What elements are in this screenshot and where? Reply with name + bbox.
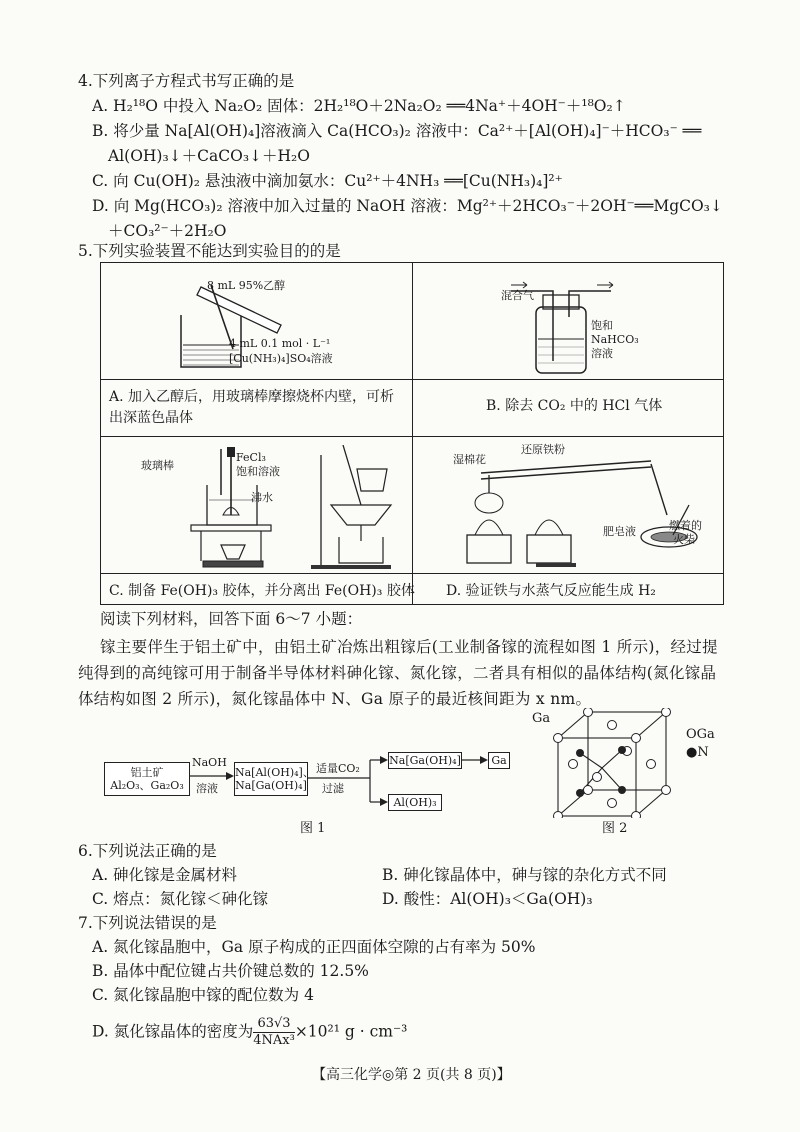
label-burning: 燃着的 (669, 519, 702, 532)
table-divider-row3 (101, 573, 723, 574)
label-glass-rod: 玻璃棒 (141, 459, 174, 472)
flow-box-ga: Ga (488, 752, 510, 769)
caption-a: A. 加入乙醇后，用玻璃棒摩擦烧杯内壁，可析出深蓝色晶体 (109, 389, 395, 426)
q6-option-a: A. 砷化镓是金属材料 (92, 866, 238, 884)
reading-intro: 阅读下列材料，回答下面 6～7 小题： (100, 610, 363, 628)
flow-arrow-1 (190, 770, 234, 782)
q4-option-d-line1: D. 向 Mg(HCO₃)₂ 溶液中加入过量的 NaOH 溶液：Mg²⁺＋2HCO₃⁻＋2OH⁻══MgCO₃↓ (92, 197, 723, 215)
flow-ore-label: 铝土矿 (130, 766, 164, 779)
q6-option-b: B. 砷化镓晶体中，砷与镓的杂化方式不同 (382, 866, 667, 884)
flow-box-gallate: Na[Ga(OH)₄] (389, 754, 461, 767)
fig2-ga-label: Ga (532, 711, 551, 726)
q7-option-c: C. 氮化镓晶胞中镓的配位数为 4 (92, 986, 314, 1004)
q7-option-a: A. 氮化镓晶胞中，Ga 原子构成的正四面体空隙的占有率为 50% (92, 938, 536, 956)
flow-box-ore (104, 762, 190, 796)
label-iron-powder: 还原铁粉 (521, 443, 565, 456)
q4-option-b-line2: Al(OH)₃↓＋CaCO₃↓＋H₂O (108, 147, 310, 165)
reading-body: 镓主要伴生于铝土矿中，由铝土矿冶炼出粗镓后(工业制备镓的流程如图 1 所示)，经过提纯得到的高纯镓可用于制备半导体材料砷化镓、氮化镓，二者具有相似的晶体结构(氮化镓晶体结构如图 2 所示)，氮化镓晶体中 N、Ga 原子的最近核间距为 x nm。 (78, 638, 718, 708)
flow-reagent-naoh: NaOH (192, 756, 227, 769)
flow-box-intermediate (234, 762, 314, 796)
iron-steam-reaction-diagram (461, 445, 711, 570)
label-boiling-water: 沸水 (251, 491, 273, 504)
label-concentration: 4 mL 0.1 mol · L⁻¹ (229, 337, 331, 350)
q5-stem: 5.下列实验装置不能达到实验目的的是 (78, 242, 341, 260)
caption-d: D. 验证铁与水蒸气反应能生成 H₂ (446, 583, 656, 599)
q7-stem: 7.下列说法错误的是 (78, 914, 217, 932)
caption-b: B. 除去 CO₂ 中的 HCl 气体 (486, 398, 663, 414)
fig2-legend-n: ●N (686, 745, 709, 760)
fig2-caption: 图 2 (602, 821, 628, 836)
flow-box-aluminium-hydroxide: Al(OH)₃ (388, 794, 442, 811)
label-match: 火柴 (673, 533, 695, 546)
flow-mid-line1: Na[Al(OH)₄]、 (235, 766, 314, 779)
table-divider-row2 (101, 436, 723, 437)
q6-stem: 6.下列说法正确的是 (78, 842, 217, 860)
fig2-legend-ga: OGa (686, 727, 715, 742)
q6-option-c: C. 熔点：氮化镓＜砷化镓 (92, 890, 269, 908)
q4-option-a: A. H₂¹⁸O 中投入 Na₂O₂ 固体：2H₂¹⁸O＋2Na₂O₂ ══4Na⁺＋4OH⁻＋¹⁸O₂↑ (92, 97, 626, 115)
q4-option-d-line2: ＋CO₃²⁻＋2H₂O (108, 222, 227, 240)
q5-apparatus-table (100, 262, 724, 605)
density-numerator: 63√3 (253, 1016, 295, 1033)
q4-option-b-line1: B. 将少量 Na[Al(OH)₄]溶液滴入 Ca(HCO₃)₂ 溶液中：Ca²⁺＋[Al(OH)₄]⁻＋HCO₃⁻ ══ (92, 122, 702, 140)
flow-mid-line2: Na[Ga(OH)₄] (235, 779, 307, 792)
q7-d-suffix: ×10²¹ g · cm⁻³ (294, 1022, 408, 1041)
q4-stem: 4.下列离子方程式书写正确的是 (78, 72, 295, 90)
fig1-caption: 图 1 (300, 821, 326, 836)
q6-option-d: D. 酸性：Al(OH)₃＜Ga(OH)₃ (382, 890, 593, 908)
flow-step-filter: 过滤 (322, 782, 344, 795)
colloid-preparation-diagram (161, 445, 401, 570)
label-ethanol: 8 mL 95%乙醇 (207, 279, 286, 292)
label-mixed-gas: 混合气 (501, 289, 534, 302)
q7-option-d (92, 1016, 407, 1049)
label-solution: 溶液 (591, 347, 613, 360)
flow-reagent-co2: 适量CO₂ (316, 762, 360, 775)
density-fraction (253, 1016, 295, 1049)
q7-d-prefix: D. 氮化镓晶体的密度为 (92, 1022, 254, 1041)
label-saturated: 饱和 (591, 319, 613, 332)
flow-reagent-solution: 溶液 (196, 782, 218, 795)
label-fecl3: FeCl₃ (236, 451, 266, 464)
gan-crystal-cell-diagram (550, 708, 680, 818)
label-soap-solution: 肥皂液 (603, 525, 636, 538)
q4-option-c: C. 向 Cu(OH)₂ 悬浊液中滴加氨水：Cu²⁺＋4NH₃ ══[Cu(NH₃)₄]²⁺ (92, 172, 563, 190)
table-divider-row1 (101, 379, 723, 380)
flow-ore-composition: Al₂O₃、Ga₂O₃ (110, 779, 184, 792)
flow-branch-arrows (308, 752, 388, 812)
label-saturated-solution: 饱和溶液 (236, 465, 280, 478)
caption-c: C. 制备 Fe(OH)₃ 胶体，并分离出 Fe(OH)₃ 胶体 (109, 583, 415, 599)
flow-arrow-ga (462, 754, 488, 766)
label-wet-cotton: 湿棉花 (453, 453, 486, 466)
q7-option-b: B. 晶体中配位键占共价键总数的 12.5% (92, 962, 369, 980)
page-footer: 【高三化学◎第 2 页(共 8 页)】 (312, 1067, 511, 1083)
label-nahco3: NaHCO₃ (591, 333, 639, 346)
density-denominator: 4NAx³ (253, 1033, 295, 1048)
label-complex-solution: [Cu(NH₃)₄]SO₄溶液 (229, 352, 333, 365)
table-divider-vertical (412, 263, 413, 604)
